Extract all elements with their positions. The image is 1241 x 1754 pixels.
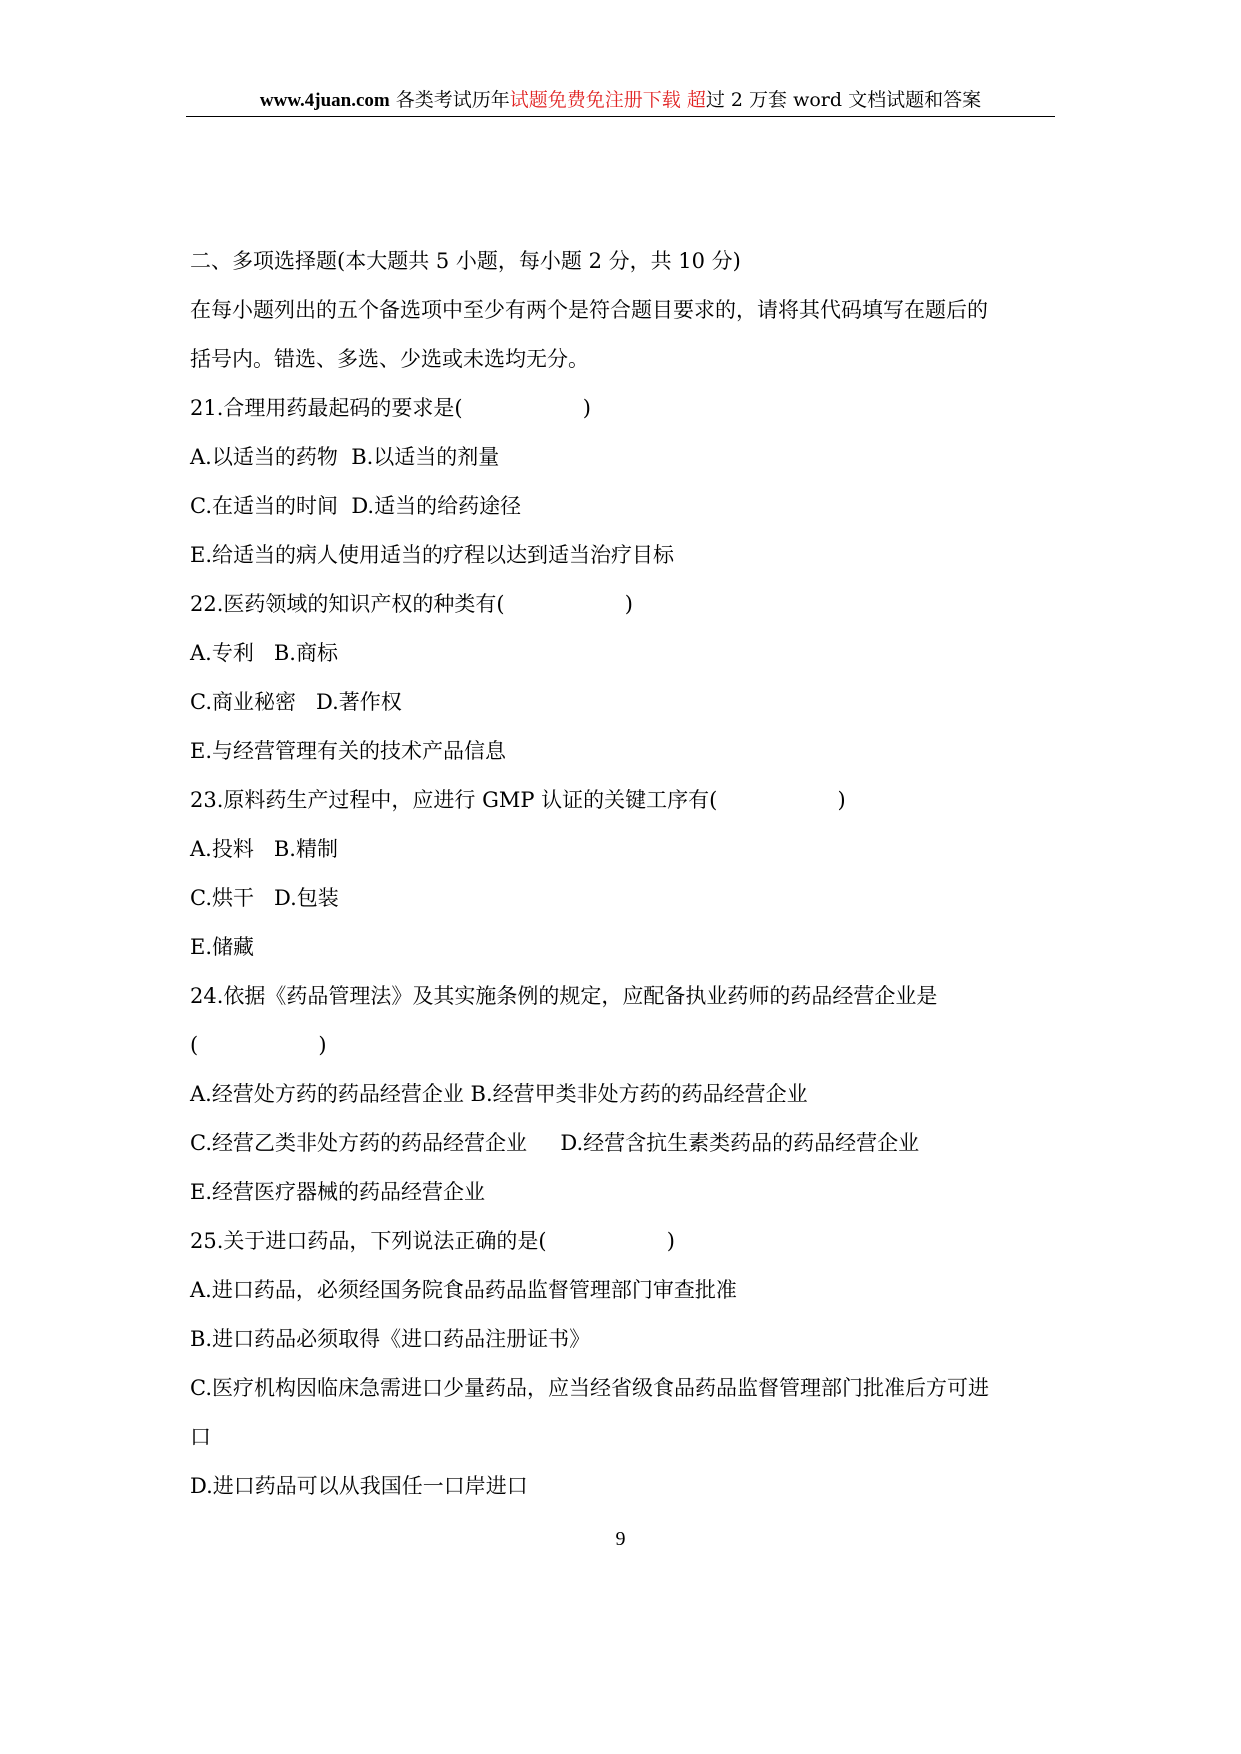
question-21: 21.合理用药最起码的要求是( ): [190, 396, 591, 420]
q22-option-e: E.与经营管理有关的技术产品信息: [190, 739, 507, 763]
header-highlight-2: 超: [686, 89, 706, 111]
q21-options-cd: C.在适当的时间 D.适当的给药途径: [190, 494, 522, 518]
q25-option-c: C.医疗机构因临床急需进口少量药品，应当经省级食品药品监督管理部门批准后方可进: [190, 1376, 989, 1400]
q25-option-b: B.进口药品必须取得《进口药品注册证书》: [190, 1327, 591, 1351]
q25-option-c-cont: 口: [190, 1425, 211, 1449]
q25-option-d: D.进口药品可以从我国任一口岸进口: [190, 1474, 528, 1498]
q24-option-e: E.经营医疗器械的药品经营企业: [190, 1180, 486, 1204]
header-site-link[interactable]: www.4juan.com: [259, 90, 390, 111]
document-body: [190, 246, 1060, 1520]
question-24: 24.依据《药品管理法》及其实施条例的规定，应配备执业药师的药品经营企业是: [190, 984, 938, 1008]
page-number: 9: [615, 1528, 626, 1550]
header-text-1: 各类考试历年: [389, 89, 510, 111]
q24-options-ab: A.经营处方药的药品经营企业 B.经营甲类非处方药的药品经营企业: [190, 1082, 808, 1106]
instruction-line-2: 括号内。错选、多选、少选或未选均无分。: [190, 347, 589, 371]
q22-options-cd: C.商业秘密 D.著作权: [190, 690, 402, 714]
instruction-line-1: 在每小题列出的五个备选项中至少有两个是符合题目要求的，请将其代码填写在题后的: [190, 298, 988, 322]
q21-options-ab: A.以适当的药物 B.以适当的剂量: [190, 445, 500, 469]
q23-options-cd: C.烘干 D.包装: [190, 886, 339, 910]
question-22: 22.医药领域的知识产权的种类有( ): [190, 592, 633, 616]
q23-options-ab: A.投料 B.精制: [190, 837, 338, 861]
q22-options-ab: A.专利 B.商标: [190, 641, 338, 665]
q21-option-e: E.给适当的病人使用适当的疗程以达到适当治疗目标: [190, 543, 675, 567]
header-highlight-1: 试题免费免注册下载: [509, 89, 681, 111]
q25-option-a: A.进口药品，必须经国务院食品药品监督管理部门审查批准: [190, 1278, 737, 1302]
question-25: 25.关于进口药品，下列说法正确的是( ): [190, 1229, 675, 1253]
q24-options-cd: C.经营乙类非处方药的药品经营企业 D.经营含抗生素类药品的药品经营企业: [190, 1131, 920, 1155]
page-header: [186, 88, 1055, 117]
header-text-2: 过 2 万套 word 文档试题和答案: [705, 89, 982, 111]
question-24-blank: ( ): [190, 1033, 327, 1057]
section-title: 二、多项选择题(本大题共 5 小题，每小题 2 分，共 10 分): [190, 249, 741, 273]
question-23: 23.原料药生产过程中，应进行 GMP 认证的关键工序有( ): [190, 788, 846, 812]
q23-option-e: E.储藏: [190, 935, 255, 959]
